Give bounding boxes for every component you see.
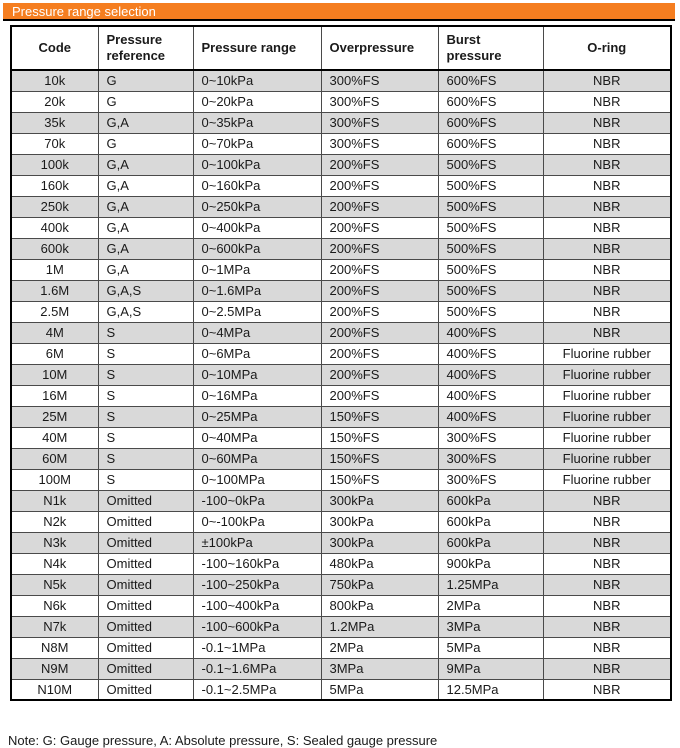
table-row xyxy=(11,112,671,133)
table-cell: N2k xyxy=(11,511,98,532)
table-cell: 200%FS xyxy=(321,196,438,217)
table-cell: 200%FS xyxy=(321,217,438,238)
table-header xyxy=(11,26,671,70)
table-cell: 600%FS xyxy=(438,70,543,91)
table-cell: NBR xyxy=(543,574,671,595)
table-cell: G,A xyxy=(98,217,193,238)
table-cell: NBR xyxy=(543,175,671,196)
table-cell: Fluorine rubber xyxy=(543,427,671,448)
table-cell: 400%FS xyxy=(438,406,543,427)
table-cell: 100M xyxy=(11,469,98,490)
table-cell: Omitted xyxy=(98,532,193,553)
section-title-bar xyxy=(3,3,675,21)
table-cell: 2MPa xyxy=(321,637,438,658)
table-row xyxy=(11,511,671,532)
footnote: Note: G: Gauge pressure, A: Absolute pressure, S: Sealed gauge pressure xyxy=(8,733,438,748)
table-cell: 10M xyxy=(11,364,98,385)
table-cell: 4M xyxy=(11,322,98,343)
table-row xyxy=(11,406,671,427)
table-row xyxy=(11,637,671,658)
table-cell: 10k xyxy=(11,70,98,91)
table-row xyxy=(11,553,671,574)
table-cell: G,A xyxy=(98,196,193,217)
table-cell: 0~600kPa xyxy=(193,238,321,259)
table-cell: G,A xyxy=(98,112,193,133)
table-cell: NBR xyxy=(543,490,671,511)
table-cell: N8M xyxy=(11,637,98,658)
table-cell: 6M xyxy=(11,343,98,364)
table-cell: NBR xyxy=(543,322,671,343)
table-cell: 200%FS xyxy=(321,343,438,364)
table-cell: NBR xyxy=(543,301,671,322)
table-cell: 0~1.6MPa xyxy=(193,280,321,301)
table-cell: 600%FS xyxy=(438,133,543,154)
table-cell: 150%FS xyxy=(321,406,438,427)
table-cell: 0~20kPa xyxy=(193,91,321,112)
table-cell: 0~4MPa xyxy=(193,322,321,343)
table-row xyxy=(11,70,671,91)
column-header-overpressure: Overpressure xyxy=(321,26,438,70)
table-cell: 200%FS xyxy=(321,259,438,280)
table-cell: Omitted xyxy=(98,637,193,658)
table-cell: 1.2MPa xyxy=(321,616,438,637)
table-cell: G xyxy=(98,91,193,112)
table-cell: 300%FS xyxy=(321,70,438,91)
table-cell: Fluorine rubber xyxy=(543,448,671,469)
table-cell: N9M xyxy=(11,658,98,679)
table-row xyxy=(11,217,671,238)
table-cell: 500%FS xyxy=(438,175,543,196)
table-cell: NBR xyxy=(543,616,671,637)
table-cell: 300kPa xyxy=(321,511,438,532)
table-cell: S xyxy=(98,469,193,490)
table-cell: 1.6M xyxy=(11,280,98,301)
table-cell: S xyxy=(98,385,193,406)
table-cell: N7k xyxy=(11,616,98,637)
table-cell: 0~250kPa xyxy=(193,196,321,217)
table-cell: 600k xyxy=(11,238,98,259)
table-cell: 200%FS xyxy=(321,154,438,175)
table-cell: 35k xyxy=(11,112,98,133)
table-cell: 600kPa xyxy=(438,532,543,553)
table-cell: 0~10kPa xyxy=(193,70,321,91)
table-cell: S xyxy=(98,448,193,469)
table-cell: 0~40MPa xyxy=(193,427,321,448)
table-row xyxy=(11,574,671,595)
table-row xyxy=(11,616,671,637)
table-cell: Fluorine rubber xyxy=(543,364,671,385)
table-cell: G,A xyxy=(98,259,193,280)
table-cell: 300kPa xyxy=(321,532,438,553)
table-cell: 16M xyxy=(11,385,98,406)
table-cell: 400k xyxy=(11,217,98,238)
table-cell: 100k xyxy=(11,154,98,175)
table-cell: 1M xyxy=(11,259,98,280)
table-cell: G xyxy=(98,70,193,91)
column-header-o-ring: O-ring xyxy=(543,26,671,70)
table-cell: NBR xyxy=(543,553,671,574)
header-row xyxy=(11,26,671,70)
table-cell: 300%FS xyxy=(321,112,438,133)
table-row xyxy=(11,427,671,448)
table-cell: Fluorine rubber xyxy=(543,406,671,427)
table-cell: 150%FS xyxy=(321,448,438,469)
table-cell: 3MPa xyxy=(438,616,543,637)
table-cell: 300%FS xyxy=(438,448,543,469)
table-row xyxy=(11,301,671,322)
table-cell: -0.1~2.5MPa xyxy=(193,679,321,700)
table-cell: 0~1MPa xyxy=(193,259,321,280)
table-row xyxy=(11,322,671,343)
table-cell: Omitted xyxy=(98,553,193,574)
table-cell: 0~-100kPa xyxy=(193,511,321,532)
table-row xyxy=(11,658,671,679)
table-cell: 5MPa xyxy=(321,679,438,700)
table-cell: 0~6MPa xyxy=(193,343,321,364)
table-cell: Omitted xyxy=(98,511,193,532)
table-cell: Omitted xyxy=(98,679,193,700)
table-cell: N1k xyxy=(11,490,98,511)
table-cell: G,A xyxy=(98,238,193,259)
table-cell: 500%FS xyxy=(438,259,543,280)
table-cell: 300%FS xyxy=(438,469,543,490)
section-title: Pressure range selection xyxy=(12,4,156,19)
table-cell: S xyxy=(98,364,193,385)
table-cell: G xyxy=(98,133,193,154)
table-cell: N10M xyxy=(11,679,98,700)
table-cell: 70k xyxy=(11,133,98,154)
table-cell: NBR xyxy=(543,112,671,133)
table-cell: 2MPa xyxy=(438,595,543,616)
table-body xyxy=(11,70,671,700)
table-cell: 12.5MPa xyxy=(438,679,543,700)
table-cell: 600%FS xyxy=(438,112,543,133)
table-cell: N3k xyxy=(11,532,98,553)
table-cell: 500%FS xyxy=(438,217,543,238)
table-cell: 800kPa xyxy=(321,595,438,616)
table-cell: Omitted xyxy=(98,658,193,679)
table-cell: 200%FS xyxy=(321,385,438,406)
table-cell: Omitted xyxy=(98,490,193,511)
table-cell: 300%FS xyxy=(321,133,438,154)
table-cell: 3MPa xyxy=(321,658,438,679)
table-cell: 300kPa xyxy=(321,490,438,511)
table-cell: -0.1~1MPa xyxy=(193,637,321,658)
table-row xyxy=(11,532,671,553)
table-cell: S xyxy=(98,343,193,364)
table-cell: 25M xyxy=(11,406,98,427)
table-cell: NBR xyxy=(543,679,671,700)
table-cell: 300%FS xyxy=(321,91,438,112)
table-cell: NBR xyxy=(543,196,671,217)
table-cell: Fluorine rubber xyxy=(543,469,671,490)
table-cell: 40M xyxy=(11,427,98,448)
table-row xyxy=(11,133,671,154)
table-cell: 400%FS xyxy=(438,364,543,385)
table-row xyxy=(11,196,671,217)
table-row xyxy=(11,175,671,196)
table-cell: N6k xyxy=(11,595,98,616)
table-row xyxy=(11,91,671,112)
table-cell: N4k xyxy=(11,553,98,574)
table-cell: S xyxy=(98,427,193,448)
table-cell: N5k xyxy=(11,574,98,595)
table-cell: 0~25MPa xyxy=(193,406,321,427)
table-cell: G,A xyxy=(98,154,193,175)
table-cell: S xyxy=(98,406,193,427)
table-cell: 2.5M xyxy=(11,301,98,322)
table-cell: G,A xyxy=(98,175,193,196)
table-cell: 1.25MPa xyxy=(438,574,543,595)
table-cell: 60M xyxy=(11,448,98,469)
table-cell: Fluorine rubber xyxy=(543,385,671,406)
table-row xyxy=(11,343,671,364)
table-cell: NBR xyxy=(543,238,671,259)
pressure-range-table xyxy=(10,25,672,701)
table-cell: Fluorine rubber xyxy=(543,343,671,364)
table-cell: 0~70kPa xyxy=(193,133,321,154)
table-cell: 0~16MPa xyxy=(193,385,321,406)
table-cell: NBR xyxy=(543,154,671,175)
table-cell: Omitted xyxy=(98,595,193,616)
table-cell: -100~160kPa xyxy=(193,553,321,574)
table-cell: NBR xyxy=(543,259,671,280)
table-cell: 500%FS xyxy=(438,238,543,259)
table-cell: -0.1~1.6MPa xyxy=(193,658,321,679)
table-cell: 5MPa xyxy=(438,637,543,658)
table-cell: NBR xyxy=(543,511,671,532)
table-cell: 200%FS xyxy=(321,364,438,385)
table-cell: 0~160kPa xyxy=(193,175,321,196)
table-cell: NBR xyxy=(543,91,671,112)
table-cell: 250k xyxy=(11,196,98,217)
table-cell: 200%FS xyxy=(321,301,438,322)
table-cell: 150%FS xyxy=(321,427,438,448)
table-cell: 600kPa xyxy=(438,490,543,511)
table-cell: 480kPa xyxy=(321,553,438,574)
table-cell: -100~600kPa xyxy=(193,616,321,637)
table-cell: -100~0kPa xyxy=(193,490,321,511)
column-header-code: Code xyxy=(11,26,98,70)
table-cell: 0~100MPa xyxy=(193,469,321,490)
table-cell: NBR xyxy=(543,595,671,616)
table-cell: 200%FS xyxy=(321,238,438,259)
table-cell: 0~100kPa xyxy=(193,154,321,175)
table-cell: ±100kPa xyxy=(193,532,321,553)
table-cell: 150%FS xyxy=(321,469,438,490)
table-cell: S xyxy=(98,322,193,343)
table-cell: 500%FS xyxy=(438,154,543,175)
table-row xyxy=(11,154,671,175)
table-cell: 400%FS xyxy=(438,322,543,343)
table-row xyxy=(11,364,671,385)
table-cell: NBR xyxy=(543,133,671,154)
table-cell: 500%FS xyxy=(438,301,543,322)
table-cell: 500%FS xyxy=(438,280,543,301)
table-cell: NBR xyxy=(543,658,671,679)
table-cell: 300%FS xyxy=(438,427,543,448)
table-cell: Omitted xyxy=(98,574,193,595)
column-header-pressure-reference: Pressure reference xyxy=(98,26,193,70)
table-cell: 0~2.5MPa xyxy=(193,301,321,322)
table-cell: NBR xyxy=(543,532,671,553)
column-header-pressure-range: Pressure range xyxy=(193,26,321,70)
table-cell: -100~250kPa xyxy=(193,574,321,595)
table-row xyxy=(11,259,671,280)
table-cell: 900kPa xyxy=(438,553,543,574)
table-cell: NBR xyxy=(543,280,671,301)
table-cell: 160k xyxy=(11,175,98,196)
table-row xyxy=(11,469,671,490)
table-cell: 500%FS xyxy=(438,196,543,217)
table-cell: 0~35kPa xyxy=(193,112,321,133)
table-cell: G,A,S xyxy=(98,301,193,322)
table-cell: NBR xyxy=(543,637,671,658)
table-cell: 400%FS xyxy=(438,343,543,364)
table-row xyxy=(11,595,671,616)
table-cell: 200%FS xyxy=(321,322,438,343)
table-cell: 0~400kPa xyxy=(193,217,321,238)
table-cell: G,A,S xyxy=(98,280,193,301)
table-cell: 200%FS xyxy=(321,175,438,196)
table-cell: 600%FS xyxy=(438,91,543,112)
table-cell: 400%FS xyxy=(438,385,543,406)
table-cell: Omitted xyxy=(98,616,193,637)
table-cell: NBR xyxy=(543,217,671,238)
table-row xyxy=(11,679,671,700)
table-row xyxy=(11,280,671,301)
column-header-burst-pressure: Burst pressure xyxy=(438,26,543,70)
table-cell: 9MPa xyxy=(438,658,543,679)
table-cell: 20k xyxy=(11,91,98,112)
table-cell: NBR xyxy=(543,70,671,91)
table-cell: 0~10MPa xyxy=(193,364,321,385)
table-row xyxy=(11,385,671,406)
table-cell: 0~60MPa xyxy=(193,448,321,469)
table-row xyxy=(11,490,671,511)
table-cell: 600kPa xyxy=(438,511,543,532)
table-cell: 750kPa xyxy=(321,574,438,595)
table-row xyxy=(11,448,671,469)
table-cell: 200%FS xyxy=(321,280,438,301)
table-cell: -100~400kPa xyxy=(193,595,321,616)
table-row xyxy=(11,238,671,259)
